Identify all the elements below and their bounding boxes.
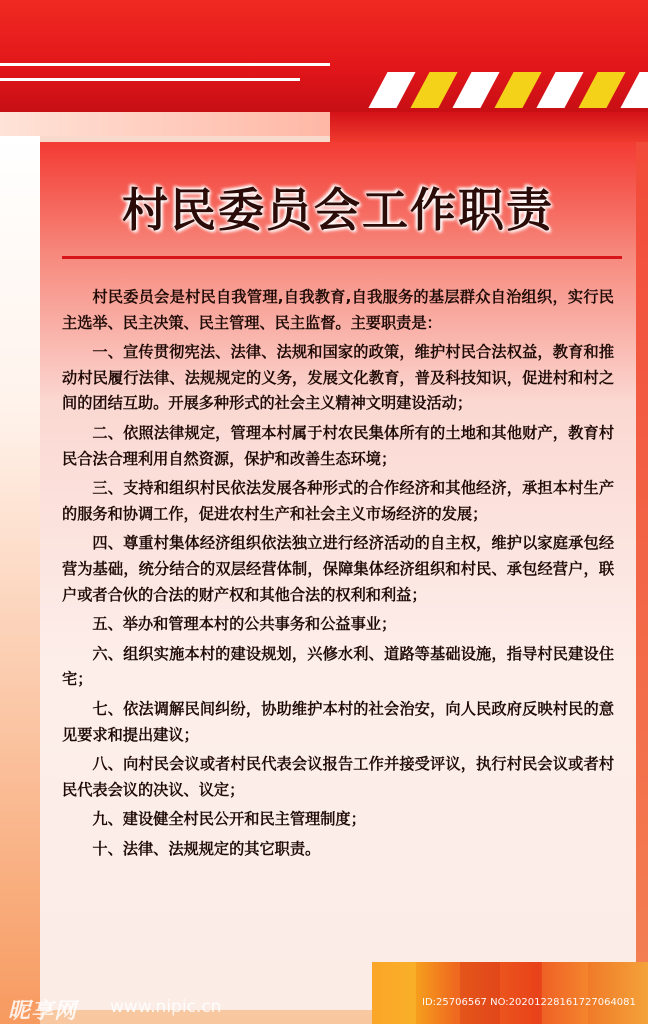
header-step-red bbox=[330, 112, 648, 142]
header-line bbox=[0, 78, 300, 81]
watermark-url: www.nipic.cn bbox=[110, 997, 222, 1017]
duty-item: 四、尊重村集体经济组织依法独立进行经济活动的自主权，维护以家庭承包经营为基础，统分结合的双层经营体制，保障集体经济组织和村民、承包经营户，联户或者合伙的合法的财产权和其他合法的权利和利益； bbox=[62, 534, 614, 604]
duties-text bbox=[62, 285, 614, 866]
duty-item: 三、支持和组织村民依法发展各种形式的合作经济和其他经济，承担本村生产的服务和协调工作，促进农村生产和社会主义市场经济的发展； bbox=[62, 479, 614, 523]
duty-item: 十、法律、法规规定的其它职责。 bbox=[92, 839, 321, 858]
watermark-logo: 昵享网 bbox=[8, 999, 78, 1024]
page-title: 村民委员会工作职责 bbox=[122, 183, 554, 237]
duty-item: 二、依照法律规定，管理本村属于村农民集体所有的土地和其他财产，教育村民合法合理利用自然资源，保护和改善生态环境； bbox=[62, 423, 614, 468]
duty-item: 五、举办和管理本村的公共事务和公益事业； bbox=[92, 615, 397, 634]
left-decoration bbox=[0, 136, 40, 1024]
right-decoration bbox=[636, 142, 648, 962]
title-underline bbox=[62, 256, 622, 259]
bottom-color-blocks bbox=[372, 962, 648, 1024]
hazard-stripes bbox=[358, 72, 648, 108]
duty-item: 八、向村民会议或者村民代表会议报告工作并接受评议，执行村民会议或者村民代表会议的决议、议定； bbox=[62, 755, 614, 799]
header-band bbox=[0, 0, 648, 112]
duty-item: 七、依法调解民间纠纷，协助维护本村的社会治安，向人民政府反映村民的意见要求和提出建议； bbox=[62, 699, 614, 744]
intro-paragraph: 村民委员会是村民自我管理,自我教育,自我服务的基层群众自治组织，实行民主选举、民主决策、民主管理、民主监督。主要职责是： bbox=[62, 288, 614, 332]
duty-item: 六、组织实施本村的建设规划，兴修水利、道路等基础设施，指导村民建设住宅； bbox=[62, 644, 614, 689]
duty-item: 九、建设健全村民公开和民主管理制度； bbox=[92, 810, 366, 829]
duty-item: 一、宣传贯彻宪法、法律、法规和国家的政策，维护村民合法权益，教育和推动村民履行法律、法规规定的义务，发展文化教育，普及科技知识，促进村和村之间的团结互助。开展多种形式的社会主义精神文明建设活动； bbox=[62, 343, 614, 413]
header-step bbox=[0, 112, 330, 136]
header-line bbox=[0, 63, 330, 66]
image-id-text: ID:25706567 NO:20201228161727064081 bbox=[422, 997, 636, 1008]
